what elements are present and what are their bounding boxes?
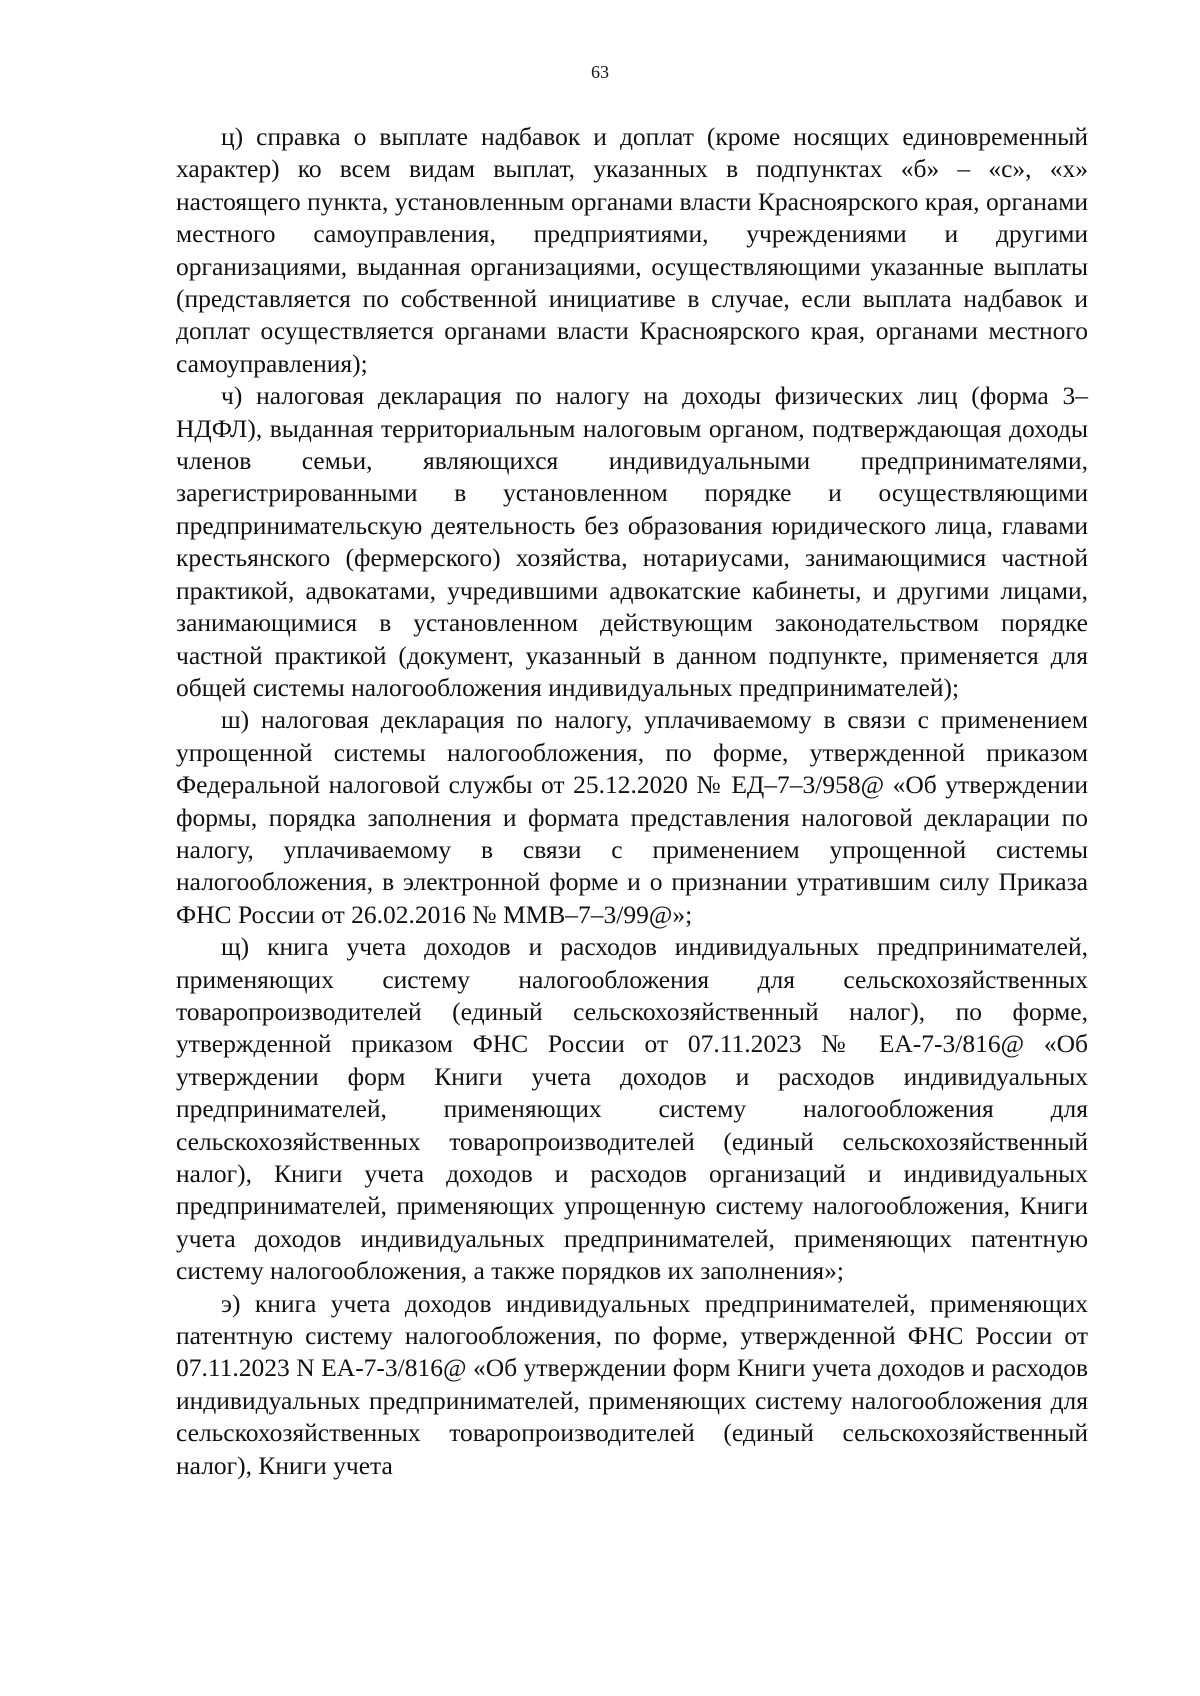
paragraph-sh: ш) налоговая декларация по налогу, уплачиваемому в связи с применением упрощенной системы налогообложения, по форме, утвержденной приказом Федеральной налоговой службы от 25.12.2020 № ЕД–7–3/958@ «Об утверждении формы, порядка заполнения и формата представления налоговой декларации по налогу, уплачиваемому в связи с применением упрощенной системы налогообложения, в электронной форме и о признании утратившим силу Приказа ФНС России от 26.02.2016 № ММВ–7–3/99@»; [176, 705, 1088, 929]
page-number: 63 [591, 62, 609, 82]
paragraph-e: э) книга учета доходов индивидуальных предпринимателей, применяющих патентную систему налогообложения, по форме, утвержденной ФНС России от 07.11.2023 N ЕА-7-3/816@ «Об утверждении форм Книги учета доходов и расходов индивидуальных предпринимателей, применяющих систему налогообложения для сельскохозяйственных товаропроизводителей (единый сельскохозяйственный налог), Книги учета [176, 1288, 1088, 1480]
document-body [176, 121, 1088, 1482]
paragraph-ts: ц) справка о выплате надбавок и доплат (кроме носящих единовременный характер) ко всем видам выплат, указанных в подпунктах «б» – «с», «х» настоящего пункта, установленным органами власти Красноярского края, органами местного самоуправления, предприятиями, учреждениями и другими организациями, выданная организациями, осуществляющими указанные выплаты (представляется по собственной инициативе в случае, если выплата надбавок и доплат осуществляется органами власти Красноярского края, органами местного самоуправления); [176, 122, 1088, 378]
paragraph-shch: щ) книга учета доходов и расходов индивидуальных предпринимателей, применяющих систему налогообложения для сельскохозяйственных товаропроизводителей (единый сельскохозяйственный налог), по форме, утвержденной приказом ФНС России от 07.11.2023 № ЕА-7-3/816@ «Об утверждении форм Книги учета доходов и расходов индивидуальных предпринимателей, применяющих систему налогообложения для сельскохозяйственных товаропроизводителей (единый сельскохозяйственный налог), Книги учета доходов и расходов организаций и индивидуальных предпринимателей, применяющих упрощенную систему налогообложения, Книги учета доходов индивидуальных предпринимателей, применяющих патентную систему налогообложения, а также порядков их заполнения»; [176, 932, 1088, 1286]
paragraph-ch: ч) налоговая декларация по налогу на доходы физических лиц (форма 3–НДФЛ), выданная территориальным налоговым органом, подтверждающая доходы членов семьи, являющихся индивидуальными предпринимателями, зарегистрированными в установленном порядке и осуществляющими предпринимательскую деятельность без образования юридического лица, главами крестьянского (фермерского) хозяйства, нотариусами, занимающимися частной практикой, адвокатами, учредившими адвокатские кабинеты, и другими лицами, занимающимися в установленном действующим законодательством порядке частной практикой (документ, указанный в данном подпункте, применяется для общей системы налогообложения индивидуальных предпринимателей); [176, 381, 1088, 702]
